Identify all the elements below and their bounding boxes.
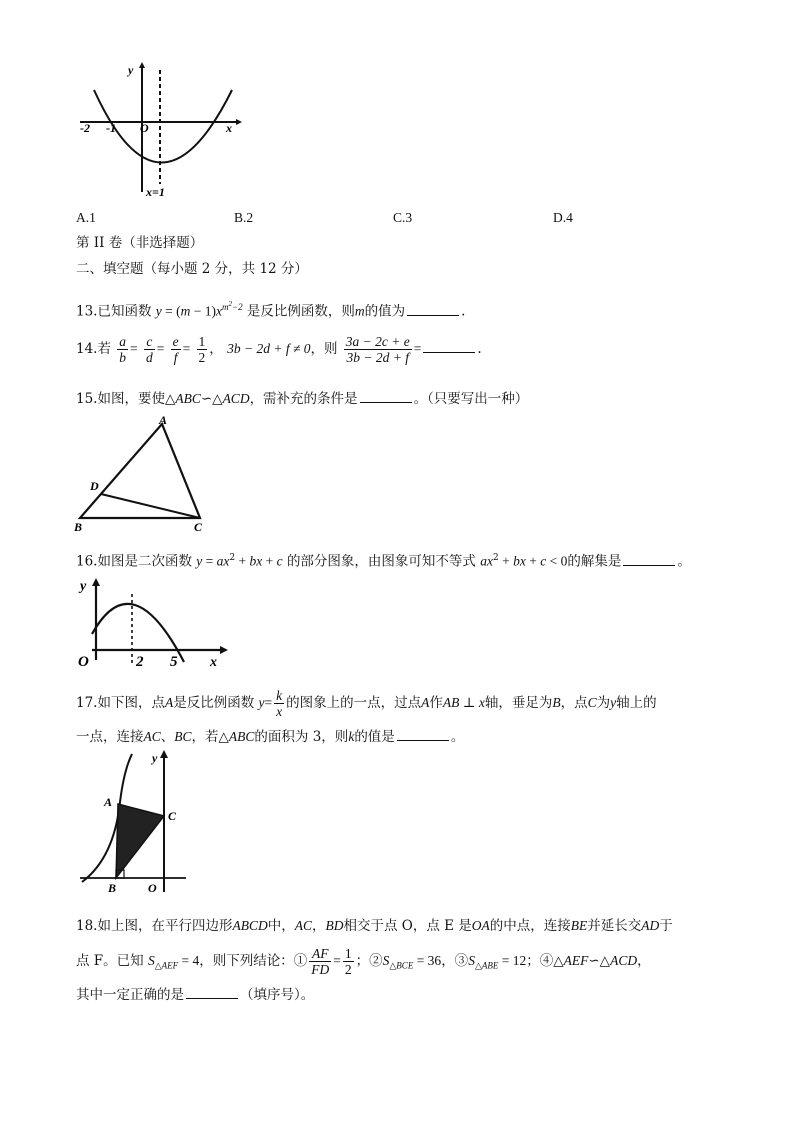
label-o: O <box>148 881 157 895</box>
question-16: 16.如图是二次函数 $y = ax^2$ + bx + c 的部分图象，由图象可知不等式 $ax^2$ + bx + c < 0的解集是 。 <box>76 553 691 570</box>
y-axis-arrow <box>139 62 145 68</box>
label-origin: O <box>140 121 149 135</box>
label-2: 2 <box>136 654 144 670</box>
question-17-line-2: 一点，连接AC、BC，若△ABC的面积为 3，则k的值是 。 <box>76 729 465 745</box>
label-y: y <box>80 579 87 594</box>
label-y: y <box>128 63 134 77</box>
x-axis-arrow <box>236 119 242 125</box>
q17-hyperbola-figure <box>74 748 194 896</box>
y-axis-arrow <box>160 750 168 758</box>
label-a: A <box>104 795 113 809</box>
label-neg1: -1 <box>106 121 116 135</box>
question-18-line-1: 18.如上图，在平行四边形ABCD中，AC，BD相交于点 O，点 E 是OA的中点，连接BE并延长交AD于 <box>76 918 673 934</box>
option-d: D.4 <box>553 210 573 225</box>
label-neg2: -2 <box>80 121 90 135</box>
x-axis-arrow <box>220 646 228 654</box>
label-x: x <box>226 121 232 135</box>
question-13: 13.已知函数 $y = (m - 1)x^{m^2-2}$ 是反比例函数，则m的值为 . <box>76 300 466 320</box>
option-c: C.3 <box>393 210 413 225</box>
answer-blank-16[interactable] <box>623 553 675 566</box>
label-x: x <box>210 655 217 670</box>
q12-parabola-figure <box>76 60 246 200</box>
answer-blank-13[interactable] <box>407 303 459 316</box>
label-d: D <box>90 479 99 493</box>
question-18-line-2: 点 F。已知 $S_{\triangle AEF} = 4$，则下列结论：① $\frac{AF}{FD}$ = $\frac{1}{2}$ ；$②S_{\triangle BCE} = 36$，$③S_{\triangle ABE} = 12$；④△AEF∽△ACD， <box>76 946 651 977</box>
option-a: A.1 <box>76 210 96 225</box>
question-18-line-3: 其中一定正确的是 （填序号）。 <box>76 987 315 1003</box>
segment-dc <box>101 494 200 518</box>
shaded-triangle-abc <box>116 804 164 878</box>
answer-blank-14[interactable] <box>423 340 475 353</box>
question-14: 14.若 $\frac{a}{b}$ = $\frac{c}{d}$ = $\frac{e}{f}$ = $\frac{1}{2}$ ， 3b − 2d + f ≠ 0，则 $\frac{3a - 2c + e}{3b - 2d + f}$ = . <box>76 334 482 365</box>
label-origin: O <box>78 654 89 670</box>
answer-blank-15[interactable] <box>360 390 412 403</box>
y-axis-arrow <box>92 578 100 586</box>
label-a: A <box>159 413 168 427</box>
label-x-eq-1: x=1 <box>146 185 165 199</box>
label-b: B <box>74 520 83 534</box>
question-15: 15.如图，要使△ABC∽△ACD，需补充的条件是 。（只要写出一种） <box>76 391 529 407</box>
answer-blank-18[interactable] <box>186 986 238 999</box>
answer-blank-17[interactable] <box>397 728 449 741</box>
label-5: 5 <box>170 654 178 670</box>
q15-triangle-figure <box>72 412 222 534</box>
label-b: B <box>108 881 117 895</box>
q16-parabola-figure <box>74 574 234 672</box>
part-title: 二、填空题（每小题 2 分，共 12 分） <box>76 261 308 277</box>
question-17-line-1: 17.如下图，点A是反比例函数 y= $\frac{k}{x}$ 的图象上的一点，过点A作AB ⊥ x轴，垂足为B，点C为y轴上的 <box>76 688 657 719</box>
label-y: y <box>152 751 158 765</box>
label-c: C <box>194 520 203 534</box>
q13-function: y <box>155 303 162 319</box>
label-c: C <box>168 809 177 823</box>
q14-condition: 3b − 2d + f ≠ 0 <box>227 341 311 356</box>
section-title: 第 II 卷（非选择题） <box>76 235 204 251</box>
option-b: B.2 <box>234 210 254 225</box>
